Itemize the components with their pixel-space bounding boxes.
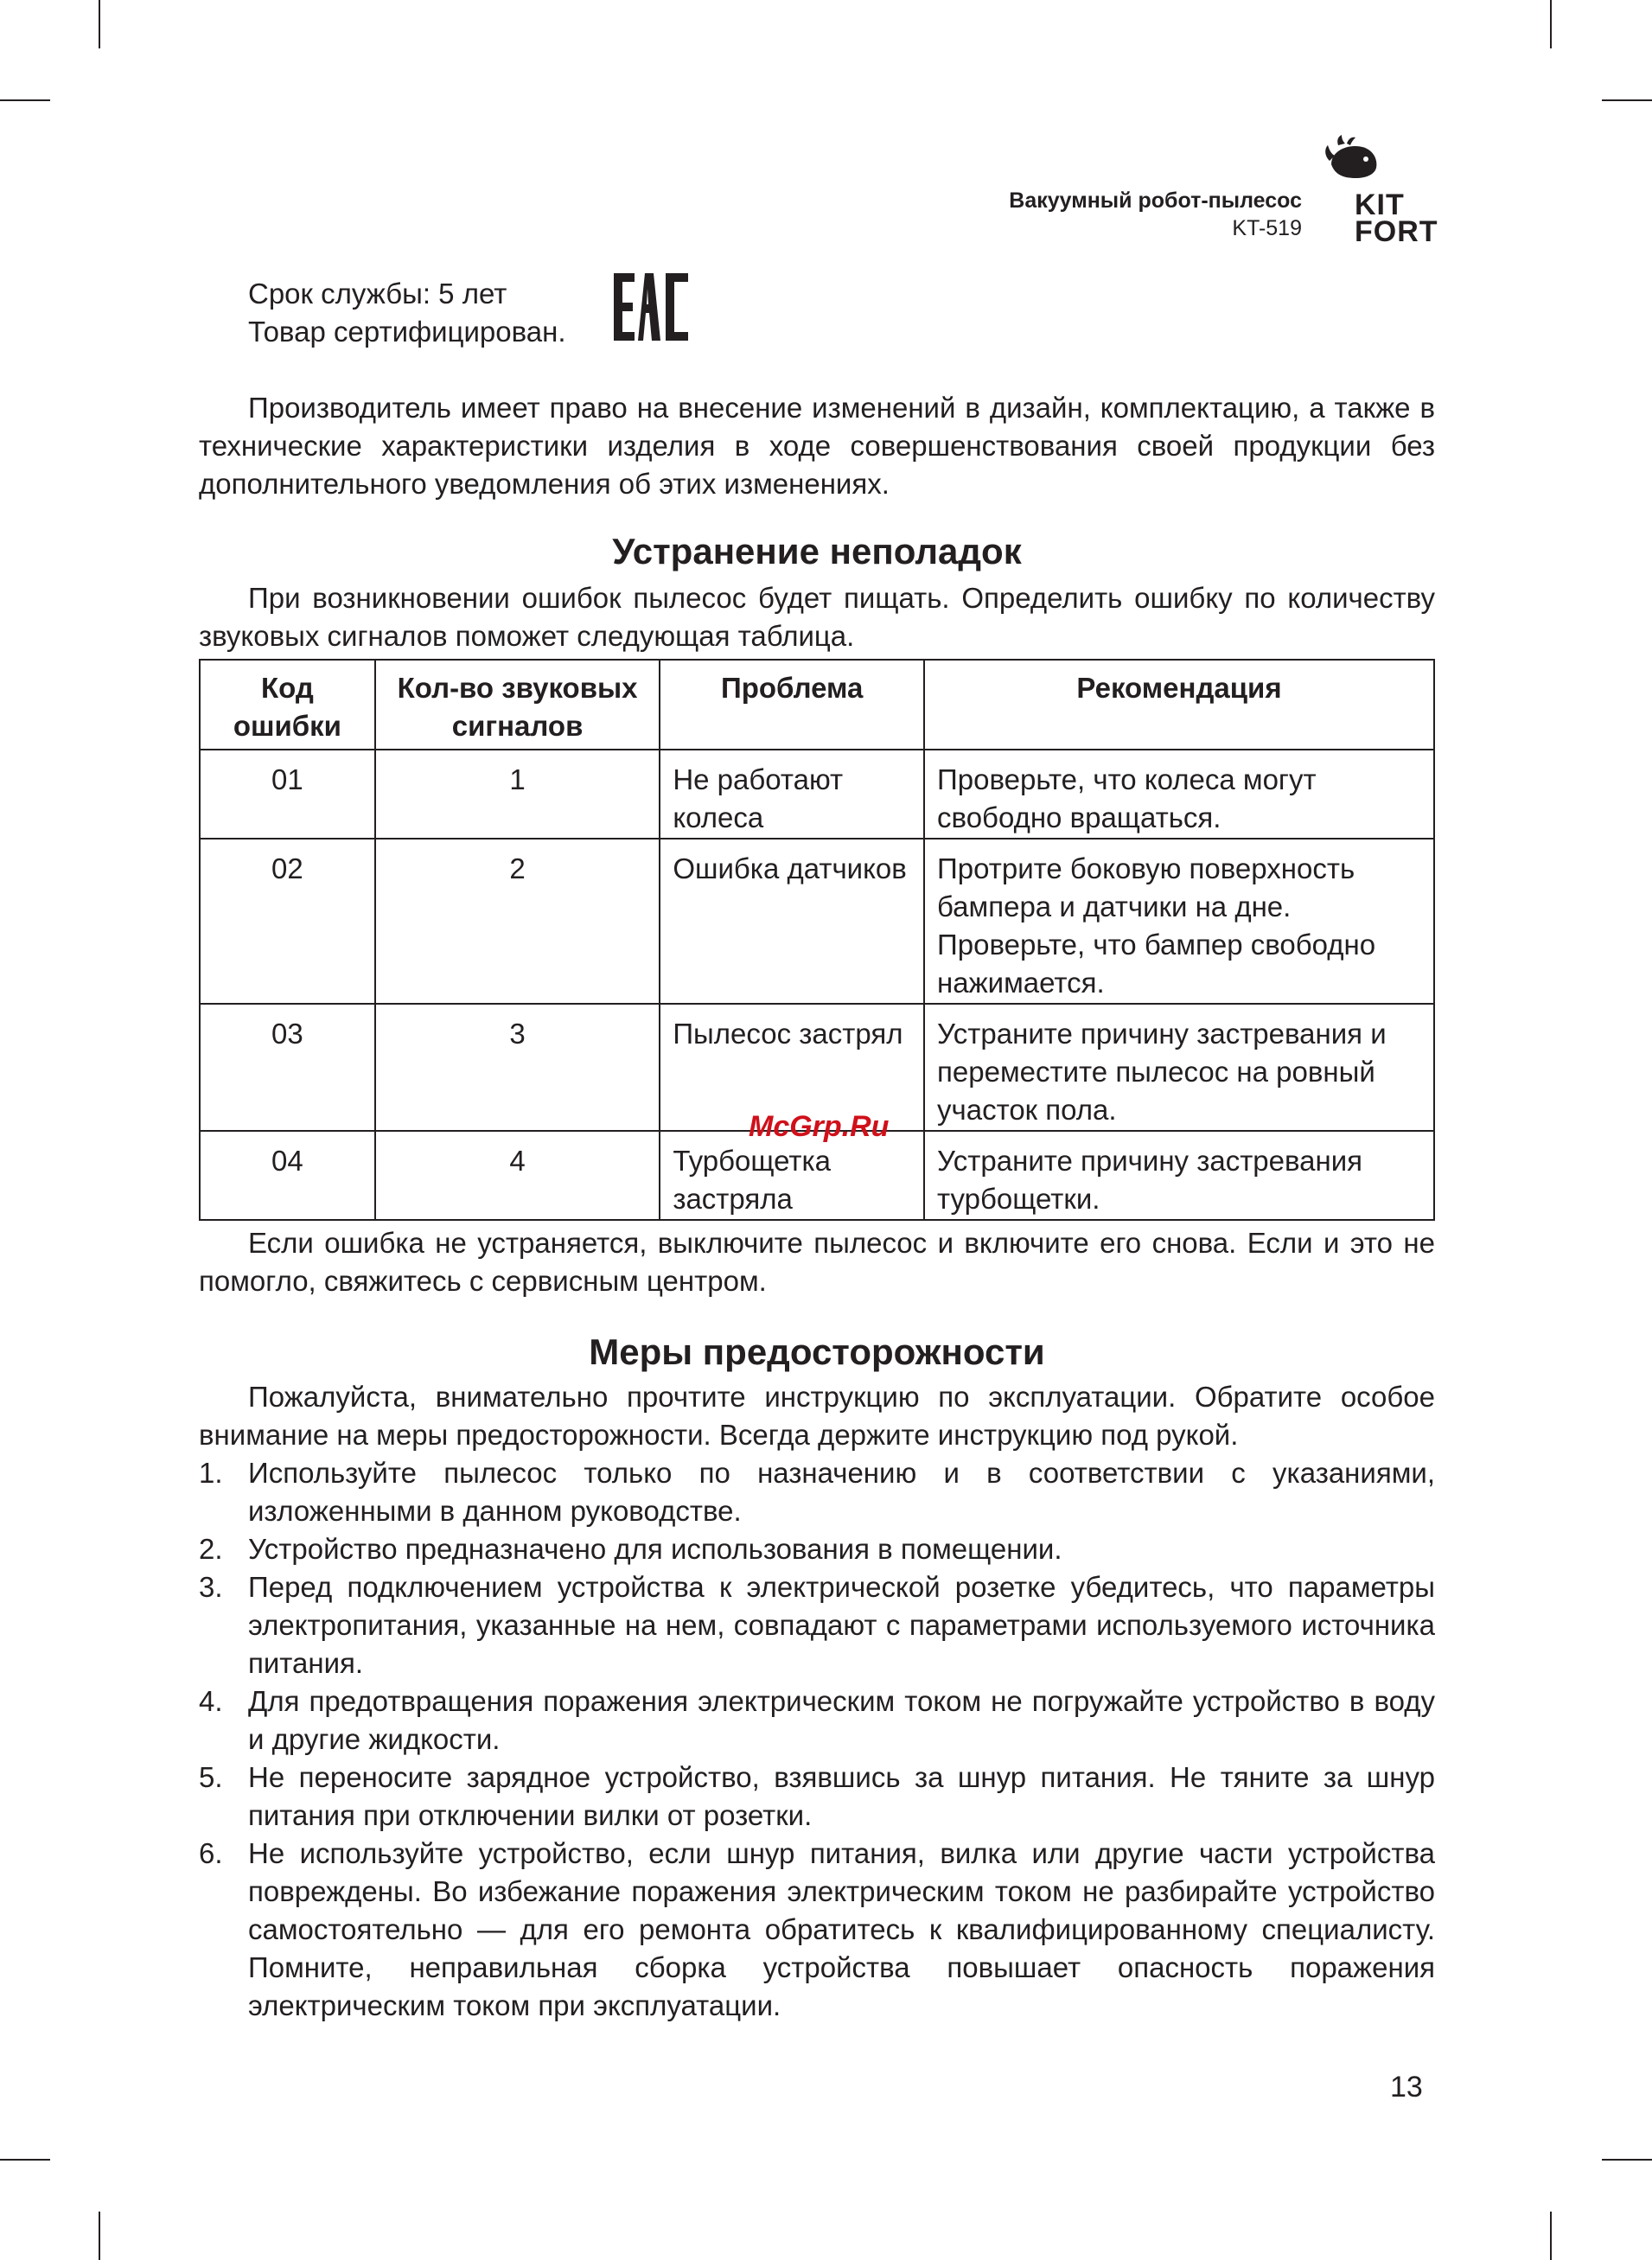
list-item: [199, 1682, 1435, 1759]
error-code-cell: 04: [200, 1131, 375, 1220]
certified-note: Товар сертифицирован.: [248, 316, 566, 348]
list-number: 2.: [199, 1533, 223, 1565]
list-item: [199, 1835, 1435, 2025]
column-header: Кол-во звуковых сигналов: [375, 660, 660, 750]
problem-cell: Не работают колеса: [660, 750, 924, 839]
list-number: 3.: [199, 1571, 223, 1603]
precautions-heading: Меры предосторожности: [589, 1331, 1045, 1372]
brand-line-2: FORT: [1355, 215, 1438, 248]
list-number: 1.: [199, 1457, 223, 1489]
error-code-cell: 03: [200, 1004, 375, 1131]
column-header: Проблема: [660, 660, 924, 750]
list-text: Используйте пылесос только по назначению и в соответствии с указаниями, изложенными в данном руководстве.: [248, 1457, 1435, 1527]
crop-mark: [99, 2212, 100, 2260]
product-title: Вакуумный робот-пылесос: [1009, 188, 1302, 213]
troubleshooting-after-text: Если ошибка не устраняется, выключите пылесос и включите его снова. Если и это не помогло, свяжитесь с сервисным центром.: [199, 1227, 1435, 1297]
problem-cell: Пылесос застрял: [660, 1004, 924, 1131]
column-header: Код ошибки: [200, 660, 375, 750]
error-code-cell: 01: [200, 750, 375, 839]
precautions-list: [199, 1454, 1435, 2025]
crop-mark: [1550, 0, 1552, 48]
table-row: [200, 839, 1434, 1004]
model-number: KT-519: [1232, 216, 1302, 240]
list-item: [199, 1568, 1435, 1682]
beeps-cell: 4: [375, 1131, 660, 1220]
crop-mark: [1602, 99, 1652, 101]
list-text: Устройство предназначено для использования в помещении.: [248, 1533, 1062, 1565]
crop-mark: [1602, 2159, 1652, 2161]
crop-mark: [99, 0, 100, 48]
beeps-cell: 3: [375, 1004, 660, 1131]
column-header: Рекомендация: [924, 660, 1434, 750]
table-header-row: [200, 660, 1434, 750]
whale-logo-icon: [1323, 135, 1392, 187]
list-item: [199, 1530, 1435, 1568]
watermark: McGrp.Ru: [749, 1110, 890, 1143]
page-number: 13: [1390, 2071, 1423, 2104]
troubleshooting-heading: Устранение неполадок: [612, 531, 1022, 571]
troubleshooting-intro: [199, 579, 1435, 655]
list-text: Перед подключением устройства к электрической розетке убедитесь, что параметры электропитания, указанные на нем, совпадают с параметрами используемого источника питания.: [248, 1571, 1435, 1679]
precautions-intro: [199, 1378, 1435, 1454]
brand-logo: [1355, 188, 1438, 248]
list-text: Для предотвращения поражения электрическим током не погружайте устройство в воду и другие жидкости.: [248, 1685, 1435, 1755]
brand-line-1: KIT: [1355, 188, 1405, 221]
problem-cell: Ошибка датчиков: [660, 839, 924, 1004]
crop-mark: [0, 99, 50, 101]
precautions-intro-text: Пожалуйста, внимательно прочтите инструкцию по эксплуатации. Обратите особое внимание на меры предосторожности. Всегда держите инструкцию под рукой.: [199, 1381, 1435, 1451]
troubleshooting-intro-text: При возникновении ошибок пылесос будет пищать. Определить ошибку по количеству звуковых сигналов поможет следующая таблица.: [199, 582, 1435, 652]
table-row: [200, 750, 1434, 839]
recommendation-cell: Устраните причину застревания и переместите пылесос на ровный участок пола.: [924, 1004, 1434, 1131]
beeps-cell: 2: [375, 839, 660, 1004]
problem-cell: Турбощетка застряла: [660, 1131, 924, 1220]
disclaimer-text: Производитель имеет право на внесение изменений в дизайн, комплектацию, а также в технические характеристики изделия в ходе совершенствования своей продукции без дополнительного уведомления об этих изменениях.: [199, 392, 1435, 500]
troubleshooting-after: [199, 1224, 1435, 1300]
error-code-cell: 02: [200, 839, 375, 1004]
crop-mark: [1550, 2212, 1552, 2260]
recommendation-cell: Протрите боковую поверхность бампера и датчики на дне. Проверьте, что бампер свободно нажимается.: [924, 839, 1434, 1004]
beeps-cell: 1: [375, 750, 660, 839]
list-number: 5.: [199, 1761, 223, 1793]
list-text: Не переносите зарядное устройство, взявшись за шнур питания. Не тяните за шнур питания при отключении вилки от розетки.: [248, 1761, 1435, 1831]
table-row: [200, 1131, 1434, 1220]
disclaimer-paragraph: [199, 389, 1435, 503]
list-text: Не используйте устройство, если шнур питания, вилка или другие части устройства повреждены. Во избежание поражения электрическим током не разбирайте устройство самостоятельно — для его ремонта обратитесь к квалифицированному специалисту. Помните, неправильная сборка устройства повышает опасность поражения электрическим током при эксплуатации.: [248, 1837, 1435, 2021]
list-item: [199, 1454, 1435, 1530]
eac-mark: [612, 270, 690, 344]
list-number: 6.: [199, 1837, 223, 1869]
service-life: Срок службы: 5 лет: [248, 278, 507, 310]
recommendation-cell: Проверьте, что колеса могут свободно вращаться.: [924, 750, 1434, 839]
list-item: [199, 1759, 1435, 1835]
crop-mark: [0, 2159, 50, 2161]
list-number: 4.: [199, 1685, 223, 1717]
recommendation-cell: Устраните причину застревания турбощетки.: [924, 1131, 1434, 1220]
